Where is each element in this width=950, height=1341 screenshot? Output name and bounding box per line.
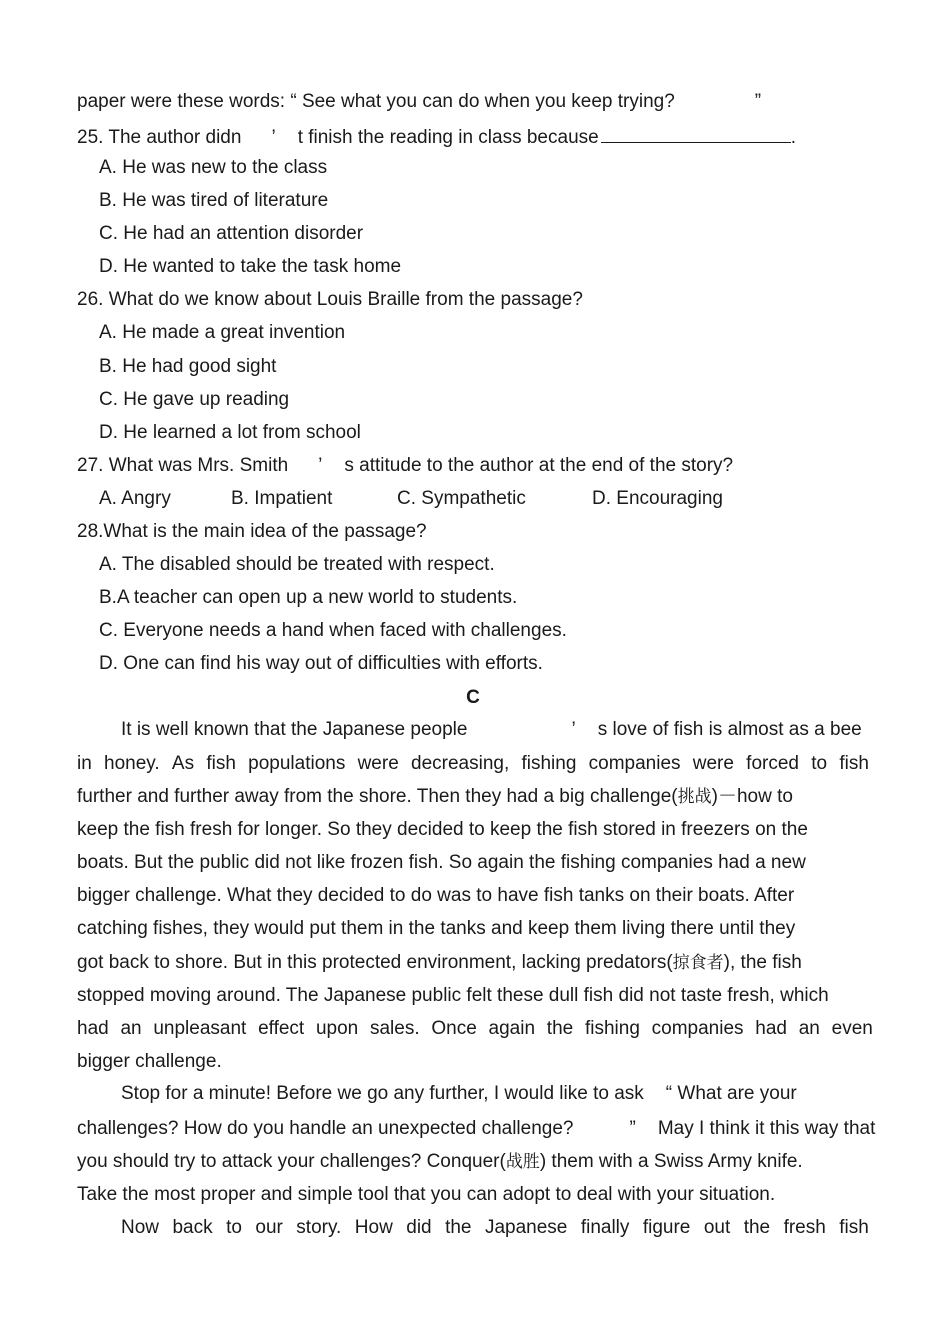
word: in bbox=[77, 753, 92, 774]
passage-line bbox=[121, 1218, 869, 1238]
question-25-stem: 25. The author didn ’ t finish the reading in class because . bbox=[77, 127, 796, 148]
question-26-option-d: D. He learned a lot from school bbox=[99, 422, 361, 443]
passage-line: keep the fish fresh for longer. So they decided to keep the fish stored in freezers on the bbox=[77, 819, 808, 840]
passage-line: stopped moving around. The Japanese public felt these dull fish did not taste fresh, which bbox=[77, 985, 829, 1006]
word: had bbox=[77, 1018, 109, 1039]
word: fish bbox=[206, 753, 236, 774]
passage-line: bigger challenge. What they decided to do was to have fish tanks on their boats. After bbox=[77, 885, 795, 906]
question-25-option-b: B. He was tired of literature bbox=[99, 190, 329, 211]
word: were bbox=[357, 753, 399, 774]
word: populations bbox=[248, 753, 346, 774]
passage-line bbox=[77, 1019, 873, 1039]
word: back bbox=[172, 1217, 213, 1238]
word: companies bbox=[588, 753, 681, 774]
word: forced bbox=[746, 753, 799, 774]
word: fishing bbox=[521, 753, 577, 774]
passage-line: challenges? How do you handle an unexpected challenge? ” May I think it this way that bbox=[77, 1118, 876, 1139]
close-quote: ” bbox=[754, 91, 762, 112]
question-25-option-c: C. He had an attention disorder bbox=[99, 223, 364, 244]
question-28-option-d: D. One can find his way out of difficulties with efforts. bbox=[99, 653, 543, 674]
word: Japanese bbox=[484, 1217, 568, 1238]
section-heading: C bbox=[466, 687, 480, 708]
passage-line: Stop for a minute! Before we go any further, I would like to ask “ What are your bbox=[121, 1083, 797, 1104]
question-27-option-d: D. Encouraging bbox=[592, 488, 723, 509]
word: an bbox=[120, 1018, 142, 1039]
word: fish bbox=[839, 753, 869, 774]
word: effect bbox=[258, 1018, 305, 1039]
word: fresh bbox=[783, 1217, 826, 1238]
passage-end-text: paper were these words: “ See what you can do when you keep trying? bbox=[77, 91, 675, 112]
question-28-option-a: A. The disabled should be treated with respect. bbox=[99, 554, 495, 575]
word: an bbox=[798, 1018, 820, 1039]
answer-blank bbox=[601, 125, 791, 143]
word: figure bbox=[642, 1217, 691, 1238]
passage-line: got back to shore. But in this protected environment, lacking predators(掠食者), the fish bbox=[77, 952, 802, 973]
word: unpleasant bbox=[153, 1018, 247, 1039]
word: Once bbox=[431, 1018, 477, 1039]
word: sales. bbox=[369, 1018, 420, 1039]
question-28-option-b: B.A teacher can open up a new world to students. bbox=[99, 587, 518, 608]
question-27-stem: 27. What was Mrs. Smith ’ s attitude to the author at the end of the story? bbox=[77, 455, 734, 476]
word: the bbox=[546, 1018, 574, 1039]
word: even bbox=[831, 1018, 873, 1039]
word: As bbox=[171, 753, 195, 774]
word: decreasing, bbox=[411, 753, 510, 774]
question-28-option-c: C. Everyone needs a hand when faced with challenges. bbox=[99, 620, 567, 641]
question-27-options bbox=[99, 489, 723, 509]
word: fishing bbox=[584, 1018, 640, 1039]
word: our bbox=[255, 1217, 283, 1238]
question-26-option-c: C. He gave up reading bbox=[99, 389, 290, 410]
question-27-option-a: A. Angry bbox=[99, 488, 171, 509]
question-26-option-b: B. He had good sight bbox=[99, 356, 277, 377]
word: Now bbox=[121, 1217, 160, 1238]
passage-line: It is well known that the Japanese people ’ s love of fish is almost as a bee bbox=[121, 719, 862, 740]
passage-line: you should try to attack your challenges? Conquer(战胜) them with a Swiss Army knife. bbox=[77, 1151, 803, 1172]
word: did bbox=[406, 1217, 432, 1238]
question-28-stem: 28.What is the main idea of the passage? bbox=[77, 521, 427, 542]
word: were bbox=[692, 753, 734, 774]
question-26-option-a: A. He made a great invention bbox=[99, 322, 346, 343]
word: the bbox=[743, 1217, 771, 1238]
word: finally bbox=[580, 1217, 630, 1238]
question-25-option-a: A. He was new to the class bbox=[99, 157, 328, 178]
word: out bbox=[703, 1217, 731, 1238]
word: to bbox=[226, 1217, 242, 1238]
word: How bbox=[354, 1217, 393, 1238]
word: had bbox=[755, 1018, 787, 1039]
word: the bbox=[445, 1217, 472, 1238]
passage-line: bigger challenge. bbox=[77, 1051, 222, 1072]
question-27-option-b: B. Impatient bbox=[231, 488, 333, 509]
word: companies bbox=[651, 1018, 744, 1039]
question-27-option-c: C. Sympathetic bbox=[397, 488, 526, 509]
word: to bbox=[811, 753, 828, 774]
passage-line bbox=[77, 754, 869, 774]
passage-line: catching fishes, they would put them in the tanks and keep them living there until they bbox=[77, 918, 796, 939]
word: fish bbox=[839, 1217, 869, 1238]
passage-line: boats. But the public did not like frozen fish. So again the fishing companies had a new bbox=[77, 852, 806, 873]
word: upon bbox=[315, 1018, 359, 1039]
passage-line: further and further away from the shore. Then they had a big challenge(挑战)－how to bbox=[77, 786, 793, 807]
question-26-stem: 26. What do we know about Louis Braille from the passage? bbox=[77, 289, 583, 310]
question-25-option-d: D. He wanted to take the task home bbox=[99, 256, 402, 277]
word: story. bbox=[296, 1217, 342, 1238]
word: honey. bbox=[104, 753, 160, 774]
passage-line: Take the most proper and simple tool that you can adopt to deal with your situation. bbox=[77, 1184, 776, 1205]
passage-end-line bbox=[77, 92, 761, 112]
word: again bbox=[488, 1018, 536, 1039]
